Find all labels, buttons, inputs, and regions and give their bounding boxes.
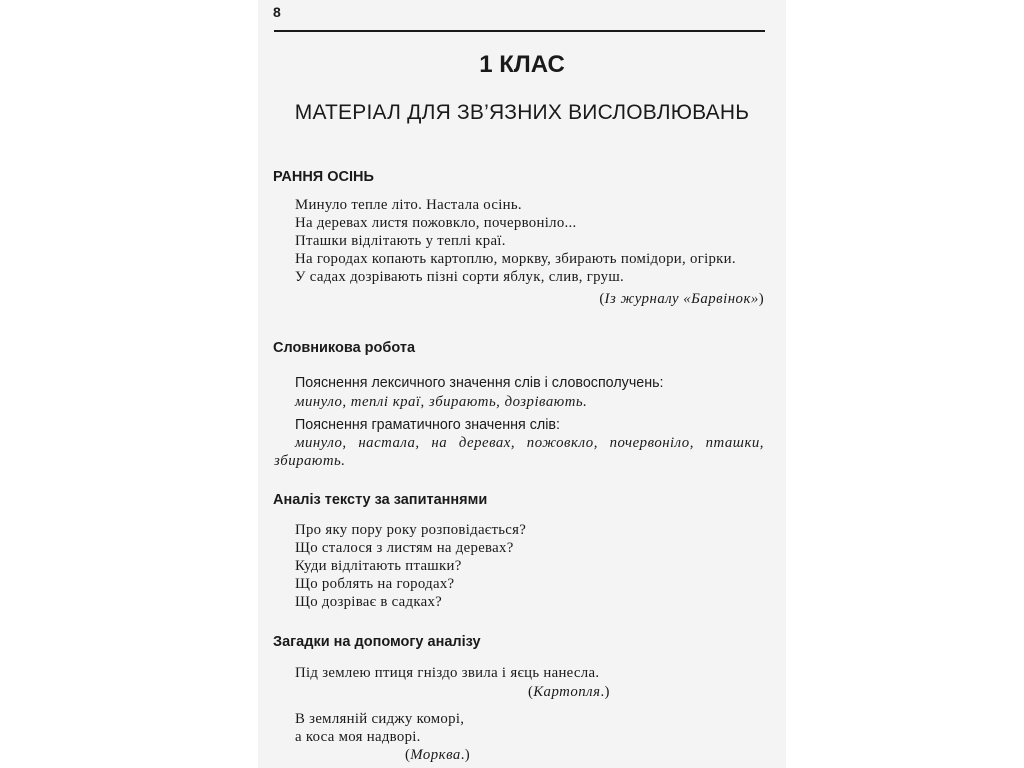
vocabulary-heading: Словникова робота bbox=[273, 340, 416, 356]
analysis-heading: Аналіз тексту за запитаннями bbox=[273, 492, 488, 508]
grammar-label: Пояснення граматичного значення слів: bbox=[295, 417, 560, 433]
analysis-question-1: Про яку пору року розповідається? bbox=[295, 522, 527, 538]
grammar-words-line-1: минуло, настала, на деревах, пожовкло, почервоніло, пташки, bbox=[295, 435, 764, 451]
story-heading: РАННЯ ОСІНЬ bbox=[273, 169, 374, 185]
story-line-4: На городах копають картоплю, моркву, збирають помідори, огірки. bbox=[295, 251, 736, 267]
riddle-2-answer-text: Морква bbox=[410, 747, 461, 763]
page-title: 1 КЛАС bbox=[479, 51, 565, 78]
analysis-question-4: Що роблять на городах? bbox=[295, 576, 455, 592]
header-rule bbox=[274, 30, 765, 32]
riddles-heading: Загадки на допомогу аналізу bbox=[273, 634, 481, 650]
riddle-1-answer-close: .) bbox=[600, 684, 610, 700]
page-number: 8 bbox=[273, 4, 281, 20]
story-line-1: Минуло тепле літо. Настала осінь. bbox=[295, 197, 522, 213]
riddle-1-answer bbox=[528, 685, 610, 700]
grammar-words-line-2: збирають. bbox=[274, 453, 346, 469]
story-line-2: На деревах листя пожовкло, почервоніло... bbox=[295, 215, 577, 231]
section-subtitle: МАТЕРІАЛ ДЛЯ ЗВ’ЯЗНИХ ВИСЛОВЛЮВАНЬ bbox=[294, 101, 750, 124]
riddle-2-answer bbox=[405, 748, 470, 763]
lexical-label: Пояснення лексичного значення слів і словосполучень: bbox=[295, 375, 664, 391]
riddle-2-answer-open: ( bbox=[405, 747, 411, 763]
riddle-1-answer-text: Картопля bbox=[533, 684, 601, 700]
story-source-close: ) bbox=[758, 291, 764, 307]
story-line-3: Пташки відлітають у теплі краї. bbox=[295, 233, 506, 249]
analysis-question-2: Що сталося з листям на деревах? bbox=[295, 540, 514, 556]
riddle-2-line-2: а коса моя надворі. bbox=[295, 729, 421, 745]
riddle-1-line-1: Під землею птиця гніздо звила і яєць нанесла. bbox=[295, 665, 600, 681]
riddle-2-answer-close: .) bbox=[460, 747, 471, 763]
riddle-2-line-1: В земляній сиджу коморі, bbox=[295, 711, 465, 727]
lexical-words: минуло, теплі краї, збирають, дозрівають. bbox=[295, 394, 588, 410]
analysis-question-5: Що дозріває в садках? bbox=[295, 594, 443, 610]
story-source bbox=[599, 292, 764, 307]
story-source-open: ( bbox=[599, 291, 605, 307]
analysis-question-3: Куди відлітають пташки? bbox=[295, 558, 462, 574]
story-source-text: Із журналу «Барвінок» bbox=[604, 291, 759, 307]
story-line-5: У садах дозрівають пізні сорти яблук, слив, груш. bbox=[295, 269, 625, 285]
riddle-1-answer-open: ( bbox=[528, 684, 534, 700]
